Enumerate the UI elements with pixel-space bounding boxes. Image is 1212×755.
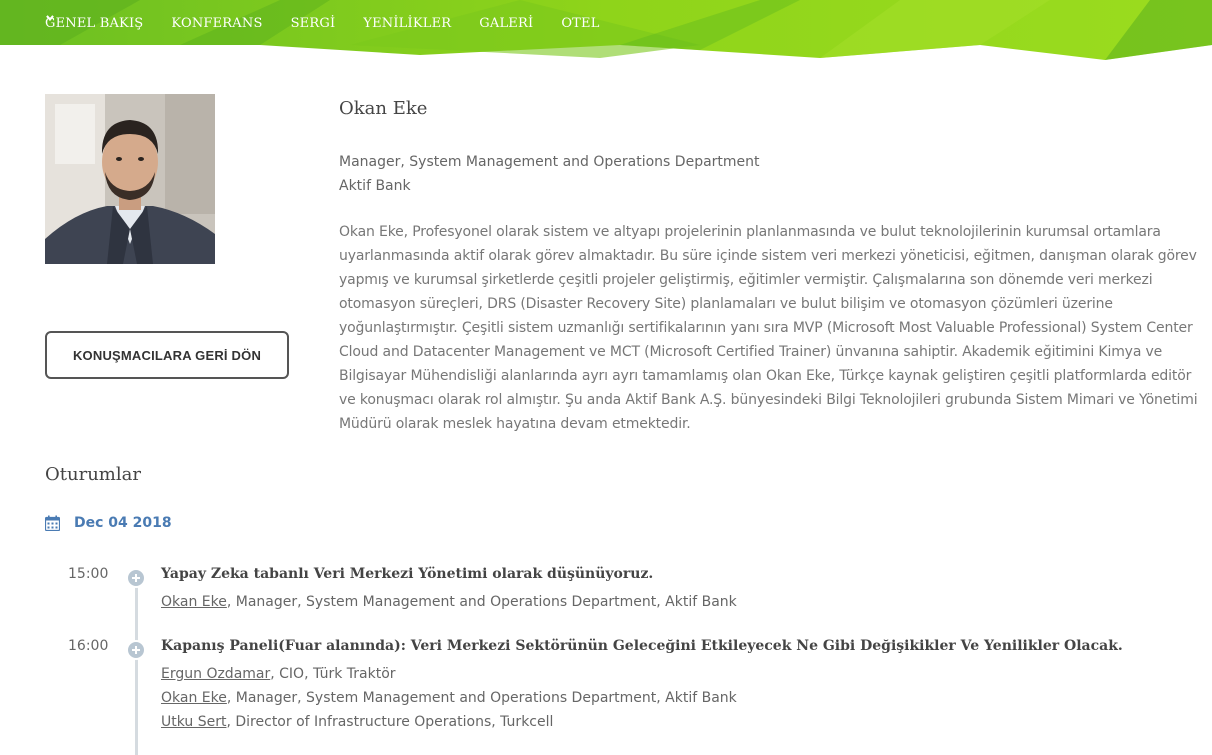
session-speaker [161, 686, 737, 710]
sessions-heading: Oturumlar [45, 464, 141, 485]
speaker-role: , Manager, System Management and Operations Department, Aktif Bank [226, 690, 737, 706]
speaker-link[interactable]: Okan Eke [161, 690, 227, 706]
nav-genel-bakis[interactable] [45, 16, 143, 31]
nav-galeri[interactable] [479, 16, 533, 31]
speaker-bio: Okan Eke, Profesyonel olarak sistem ve altyapı projelerinin planlanmasında ve bulut teknolojilerinin kurumsal ortamlara uyarlanmasında aktif olarak görev almaktadır. Bu süre içinde sistem veri merkezi yöneticisi, eğitmen, danışman olarak görev yapmış ve kurumsal şirketlerde çeşitli projeler geliştirmiş, eğitimler vermiştir. Çalışmalarına son dönemde veri merkezi otomasyon süreçleri, DRS (Disaster Recovery Site) planlamaları ve bulut bilişim ve otomasyon çözümleri üzerine yoğunlaştırmıştır. Çeşitli sistem uzmanlığı sertifikalarının yanı sıra MVP (Microsoft Most Valuable Professional) System Center Cloud and Datacenter Management ve MCT (Microsoft Certified Trainer) ünvanına sahiptir. Akademik eğitimini Kimya ve Bilgisayar Mühendisliği alanlarında ayrı ayrı tamamlamış olan Okan Eke, Türkçe kaynak geliştiren çeşitli platformlarda editör ve konuşmacı olarak rol almıştır. Şu anda Aktif Bank A.Ş. bünyesindeki Bilgi Teknolojileri grubunda Sistem Mimari ve Yönetimi Müdürü olarak meslek hayatına devam etmektedir. [339, 224, 1198, 432]
main-nav [45, 13, 628, 33]
plus-circle-icon[interactable] [126, 640, 146, 660]
plus-circle-icon[interactable] [126, 568, 146, 588]
top-banner [0, 0, 1212, 62]
nav-otel[interactable] [561, 16, 599, 31]
speaker-name: Okan Eke [339, 98, 428, 119]
session-time: 15:00 [68, 566, 109, 582]
nav-label: GALERİ [479, 15, 534, 31]
speaker-link[interactable]: Okan Eke [161, 594, 227, 610]
session-speaker [161, 590, 737, 614]
session-speaker [161, 662, 737, 686]
back-to-speakers-button[interactable]: KONUŞMACILARA GERİ DÖN [45, 331, 289, 379]
session-title: Kapanış Paneli(Fuar alanında): Veri Merkezi Sektörünün Geleceğini Etkileyecek Ne Gibi Değişikikler Ve Yenilikler Olacak. [161, 638, 1123, 654]
session-time: 16:00 [68, 638, 109, 654]
chevron-down-icon [45, 13, 55, 23]
nav-label: YENİLİKLER [363, 15, 452, 31]
session-speaker [161, 710, 737, 734]
speaker-portrait-image [45, 94, 215, 264]
session-title: Yapay Zeka tabanlı Veri Merkezi Yönetimi olarak düşünüyoruz. [161, 566, 654, 582]
session-date-row [45, 515, 172, 531]
session-date: Dec 04 2018 [74, 515, 172, 531]
speaker-company: Aktif Bank [339, 178, 411, 194]
nav-konferans[interactable] [171, 16, 262, 31]
calendar-icon [45, 515, 60, 531]
nav-sergi[interactable] [291, 16, 336, 31]
nav-label: OTEL [561, 15, 600, 31]
speaker-role: , Manager, System Management and Operations Department, Aktif Bank [226, 594, 737, 610]
speaker-role: , Director of Infrastructure Operations, Turkcell [226, 714, 554, 730]
timeline-line [135, 575, 138, 755]
nav-label: GENEL BAKIŞ [45, 15, 144, 31]
speaker-link[interactable]: Utku Sert [161, 714, 227, 730]
speaker-link[interactable]: Ergun Ozdamar [161, 666, 271, 682]
nav-label: SERGİ [290, 15, 336, 31]
speaker-photo [45, 94, 215, 264]
speaker-title: Manager, System Management and Operations Department [339, 154, 760, 170]
speaker-role: , CIO, Türk Traktör [270, 666, 396, 682]
nav-yenilikler[interactable] [363, 16, 451, 31]
nav-label: KONFERANS [171, 15, 263, 31]
